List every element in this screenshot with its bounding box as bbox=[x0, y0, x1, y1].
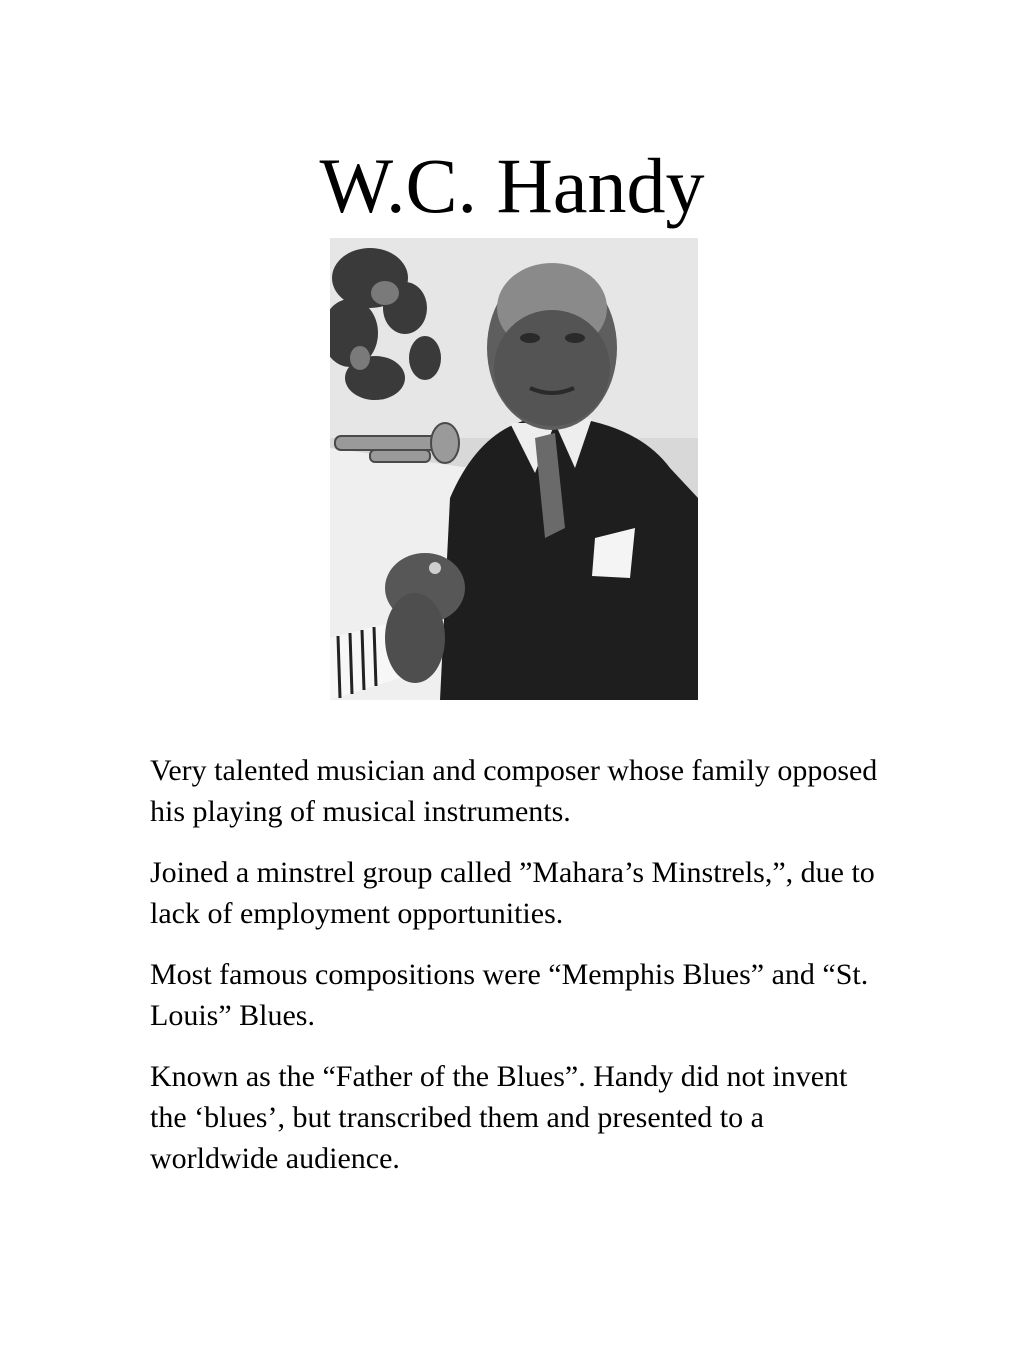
bullet-list bbox=[150, 750, 880, 1199]
portrait-photo bbox=[330, 238, 698, 700]
bullet-item: Very talented musician and composer whose family opposed his playing of musical instruments. bbox=[150, 754, 878, 828]
bullet-item: Joined a minstrel group called ”Mahara’s Minstrels,”, due to lack of employment opportunities. bbox=[150, 856, 875, 930]
bullet-item: Known as the “Father of the Blues”. Handy did not invent the ‘blues’, but transcribed them and presented to a worldwide audience. bbox=[150, 1060, 848, 1175]
bullet-item: Most famous compositions were “Memphis Blues” and “St. Louis” Blues. bbox=[150, 958, 869, 1032]
slide-title: W.C. Handy bbox=[319, 142, 705, 229]
